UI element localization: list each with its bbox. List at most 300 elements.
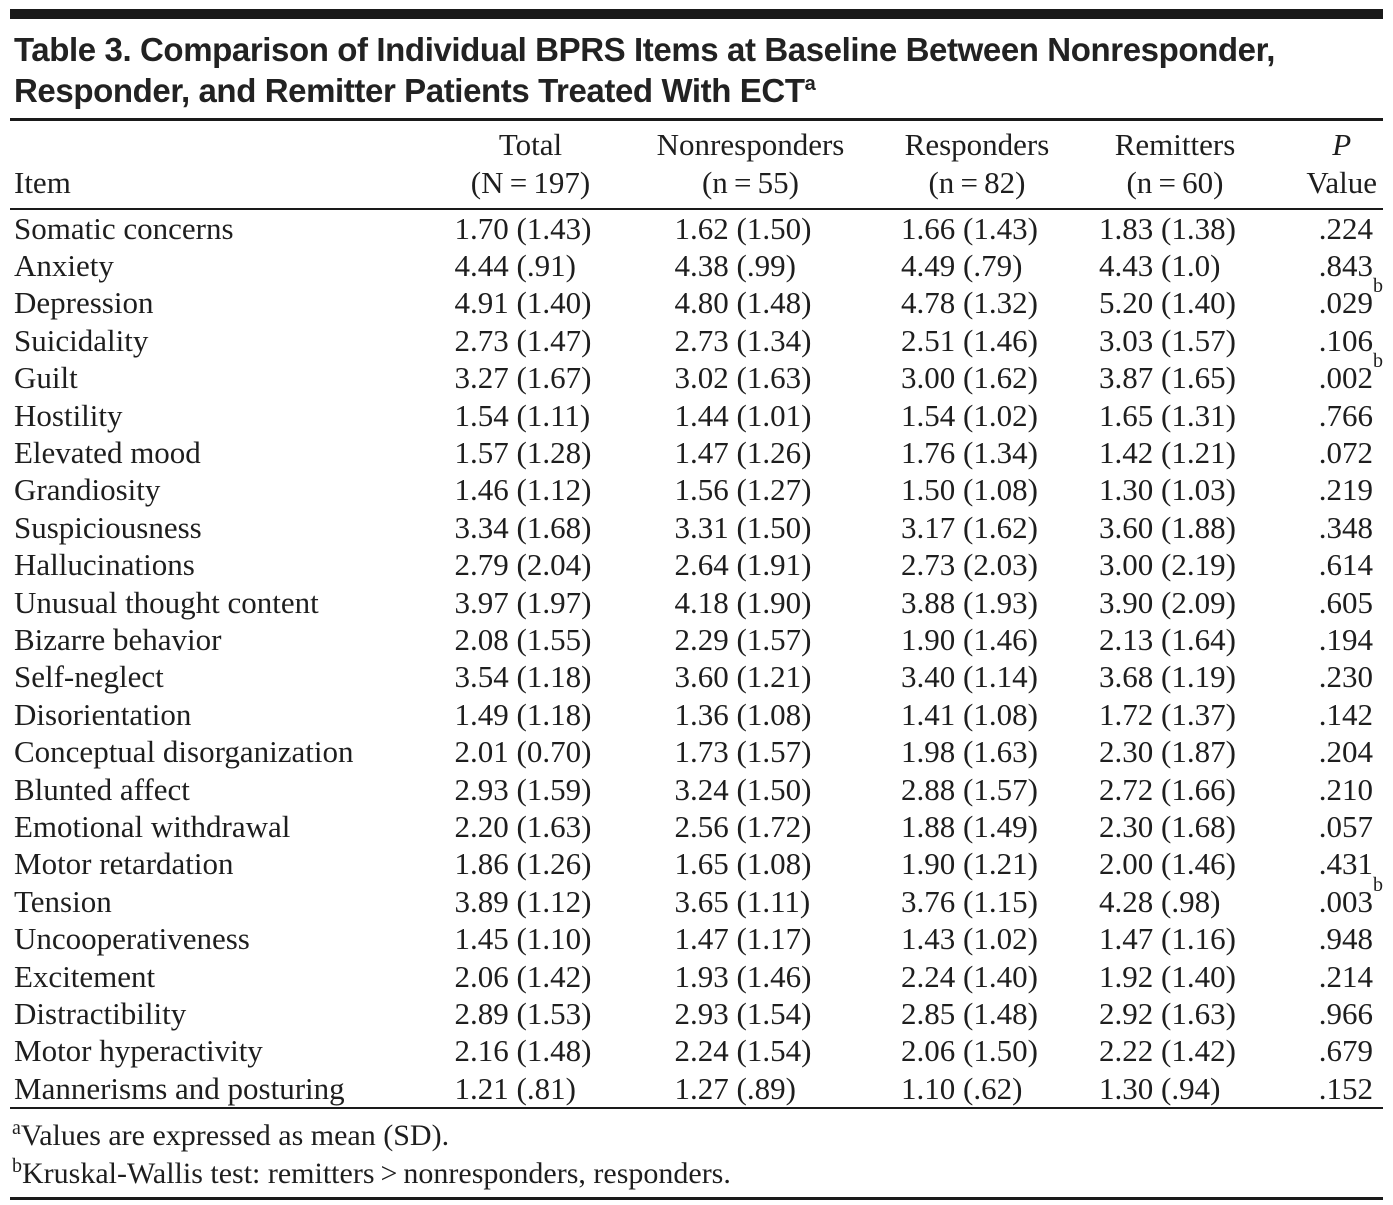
nonresponders-value: 1.65 (1.08) [674,846,812,882]
total-value: 3.97 (1.97) [454,584,592,620]
remitters-cell [1086,285,1264,322]
remitters-cell [1086,846,1264,883]
p-value: .003 b [1318,873,1383,919]
table-row [10,322,1383,359]
p-value-cell [1264,771,1383,808]
col-header-nonresponders [633,121,868,209]
responders-cell [868,322,1086,359]
p-value-cell [1264,509,1383,546]
remitters-cell [1086,509,1264,546]
remitters-cell [1086,659,1264,696]
responders-cell [868,547,1086,584]
remitters-value: 1.83 (1.38) [1099,210,1236,246]
item-cell: Excitement [14,958,156,994]
footnote-b-marker: b [12,1155,22,1178]
total-cell [428,621,633,658]
p-value: .142 [1318,696,1373,732]
remitters-value: 3.03 (1.57) [1099,322,1236,358]
col-header-nonresponders-n: (n = 55) [701,165,800,200]
item-cell: Unusual thought content [14,584,319,620]
table-row [10,883,1383,920]
total-cell [428,846,633,883]
responders-value: 1.76 (1.34) [901,435,1038,471]
total-cell [428,920,633,957]
total-cell [428,1033,633,1070]
p-value: .224 [1318,210,1373,246]
col-header-remitters-n: (n = 60) [1126,165,1224,200]
top-rule [10,9,1383,19]
responders-value: 2.73 (2.03) [901,547,1038,583]
item-cell: Disorientation [14,696,192,732]
nonresponders-value: 4.80 (1.48) [674,285,812,321]
item-cell: Anxiety [14,248,114,284]
remitters-value: 1.65 (1.31) [1099,397,1236,433]
table-row [10,472,1383,509]
p-value-cell [1264,995,1383,1032]
nonresponders-cell [633,659,868,696]
nonresponders-cell [633,808,868,845]
col-header-value-label: Value [1306,165,1377,200]
table-row [10,397,1383,434]
table-title [14,29,1379,111]
nonresponders-value: 3.31 (1.50) [674,509,812,545]
total-value: 3.27 (1.67) [454,360,592,396]
p-value: .766 [1318,397,1373,433]
col-header-item: Item [10,121,428,209]
remitters-cell [1086,1070,1264,1108]
remitters-value: 4.28 (.98) [1099,883,1221,919]
table-header [10,121,1383,209]
remitters-cell [1086,995,1264,1032]
p-value: .948 [1318,921,1373,957]
total-value: 3.89 (1.12) [454,883,592,919]
remitters-value: 1.47 (1.16) [1099,921,1236,957]
remitters-cell [1086,322,1264,359]
p-value-cell [1264,846,1383,883]
table-row [10,285,1383,322]
responders-cell [868,472,1086,509]
responders-value: 2.85 (1.48) [901,995,1038,1031]
total-value: 1.46 (1.12) [454,472,592,508]
nonresponders-cell [633,397,868,434]
p-value-cell [1264,547,1383,584]
nonresponders-cell [633,883,868,920]
remitters-cell [1086,397,1264,434]
nonresponders-value: 2.29 (1.57) [674,621,812,657]
item-cell: Blunted affect [14,771,190,807]
p-value-cell [1264,209,1383,247]
responders-value: 1.90 (1.46) [901,621,1038,657]
table-row [10,659,1383,696]
total-cell [428,733,633,770]
p-value-cell [1264,696,1383,733]
total-cell [428,509,633,546]
nonresponders-value: 3.65 (1.11) [674,883,811,919]
p-value: .431 [1318,846,1373,882]
responders-value: 3.00 (1.62) [901,360,1038,396]
p-value: .057 [1318,808,1373,844]
footnote-a-marker: a [12,1117,21,1140]
p-value-cell [1264,322,1383,359]
nonresponders-cell [633,696,868,733]
item-cell: Depression [14,285,154,321]
p-value-cell [1264,584,1383,621]
responders-cell [868,1033,1086,1070]
responders-value: 1.43 (1.02) [901,921,1038,957]
table-footnotes [10,1109,1383,1197]
item-cell: Somatic concerns [14,210,234,246]
total-cell [428,696,633,733]
remitters-value: 2.30 (1.87) [1099,734,1236,770]
responders-cell [868,920,1086,957]
responders-cell [868,397,1086,434]
item-cell: Hallucinations [14,547,195,583]
responders-cell [868,733,1086,770]
item-cell: Motor hyperactivity [14,1033,263,1069]
nonresponders-cell [633,285,868,322]
table-row [10,846,1383,883]
remitters-cell [1086,247,1264,284]
total-cell [428,472,633,509]
p-value: .072 [1318,435,1373,471]
remitters-cell [1086,547,1264,584]
remitters-cell [1086,733,1264,770]
item-cell: Distractibility [14,995,187,1031]
total-value: 1.70 (1.43) [454,210,592,246]
remitters-cell [1086,209,1264,247]
total-cell [428,247,633,284]
nonresponders-cell [633,846,868,883]
nonresponders-cell [633,209,868,247]
remitters-cell [1086,472,1264,509]
p-value: .219 [1318,472,1373,508]
table-row [10,360,1383,397]
table-row [10,209,1383,247]
nonresponders-value: 3.60 (1.21) [674,659,812,695]
responders-value: 1.90 (1.21) [901,846,1038,882]
p-value-cell [1264,472,1383,509]
responders-value: 3.40 (1.14) [901,659,1038,695]
nonresponders-value: 1.44 (1.01) [674,397,812,433]
nonresponders-value: 1.47 (1.17) [674,921,812,957]
responders-value: 2.06 (1.50) [901,1033,1038,1069]
remitters-cell [1086,958,1264,995]
footnote-a [12,1117,1381,1155]
responders-value: 1.98 (1.63) [901,734,1038,770]
remitters-value: 2.22 (1.42) [1099,1033,1236,1069]
p-value-cell [1264,808,1383,845]
table-row [10,434,1383,471]
nonresponders-cell [633,322,868,359]
item-cell: Self-neglect [14,659,164,695]
responders-value: 2.24 (1.40) [901,958,1038,994]
remitters-value: 5.20 (1.40) [1099,285,1236,321]
remitters-cell [1086,920,1264,957]
responders-cell [868,771,1086,808]
nonresponders-cell [633,472,868,509]
total-cell [428,285,633,322]
responders-cell [868,995,1086,1032]
total-value: 1.45 (1.10) [454,921,592,957]
total-value: 1.54 (1.11) [454,397,591,433]
table-title-footnote-marker: a [804,73,816,95]
nonresponders-value: 4.38 (.99) [674,248,796,284]
remitters-value: 3.00 (2.19) [1099,547,1236,583]
table-row [10,584,1383,621]
nonresponders-value: 4.18 (1.90) [674,584,812,620]
nonresponders-cell [633,360,868,397]
nonresponders-cell [633,771,868,808]
p-value: .843 [1318,248,1373,284]
p-value-cell [1264,1070,1383,1108]
remitters-value: 1.92 (1.40) [1099,958,1236,994]
total-value: 2.93 (1.59) [454,771,592,807]
col-header-responders-n: (n = 82) [928,165,1026,200]
table-row [10,621,1383,658]
nonresponders-cell [633,434,868,471]
table-row [10,808,1383,845]
nonresponders-cell [633,1033,868,1070]
nonresponders-value: 1.56 (1.27) [674,472,812,508]
responders-value: 3.76 (1.15) [901,883,1038,919]
nonresponders-value: 1.62 (1.50) [674,210,812,246]
nonresponders-value: 1.73 (1.57) [674,734,812,770]
table-row [10,733,1383,770]
total-value: 4.91 (1.40) [454,285,592,321]
total-cell [428,1070,633,1108]
table-row [10,509,1383,546]
p-value: .214 [1318,958,1373,994]
nonresponders-cell [633,584,868,621]
item-cell: Elevated mood [14,435,201,471]
col-header-p-value [1264,121,1383,209]
nonresponders-cell [633,995,868,1032]
responders-cell [868,696,1086,733]
table-row [10,547,1383,584]
responders-cell [868,1070,1086,1108]
item-cell: Guilt [14,360,78,396]
total-value: 1.86 (1.26) [454,846,592,882]
remitters-value: 2.13 (1.64) [1099,621,1236,657]
p-value-cell [1264,958,1383,995]
remitters-value: 1.30 (.94) [1099,1070,1221,1106]
item-cell: Mannerisms and posturing [14,1070,345,1106]
total-value: 2.01 (0.70) [454,734,592,770]
total-value: 1.49 (1.18) [454,696,592,732]
footnote-a-text: Values are expressed as mean (SD). [20,1119,450,1153]
bottom-rule [10,1197,1383,1200]
responders-cell [868,360,1086,397]
remitters-cell [1086,621,1264,658]
remitters-value: 2.72 (1.66) [1099,771,1236,807]
remitters-value: 1.30 (1.03) [1099,472,1236,508]
remitters-value: 3.90 (2.09) [1099,584,1236,620]
responders-value: 3.88 (1.93) [901,584,1038,620]
nonresponders-value: 1.47 (1.26) [674,435,812,471]
nonresponders-cell [633,621,868,658]
table-title-line2: Responder, and Remitter Patients Treated With ECT [14,72,805,109]
p-value-cell [1264,1033,1383,1070]
remitters-value: 2.30 (1.68) [1099,808,1236,844]
total-cell [428,360,633,397]
responders-cell [868,509,1086,546]
table-row [10,920,1383,957]
total-value: 2.89 (1.53) [454,995,592,1031]
p-value: .194 [1318,621,1373,657]
remitters-value: 3.87 (1.65) [1099,360,1236,396]
table-row [10,958,1383,995]
responders-cell [868,846,1086,883]
col-header-remitters [1086,121,1264,209]
p-value: .679 [1318,1033,1373,1069]
item-cell: Suicidality [14,322,149,358]
total-value: 4.44 (.91) [454,248,576,284]
p-value-cell [1264,920,1383,957]
total-value: 2.16 (1.48) [454,1033,592,1069]
item-cell: Suspiciousness [14,509,202,545]
total-value: 2.06 (1.42) [454,958,592,994]
total-cell [428,584,633,621]
nonresponders-cell [633,247,868,284]
nonresponders-cell [633,920,868,957]
total-cell [428,995,633,1032]
table-row [10,1070,1383,1108]
table-row [10,771,1383,808]
remitters-cell [1086,1033,1264,1070]
p-value: .002 b [1318,350,1383,396]
responders-cell [868,958,1086,995]
nonresponders-value: 2.73 (1.34) [674,322,812,358]
total-cell [428,808,633,845]
p-value-cell [1264,350,1383,397]
remitters-value: 2.92 (1.63) [1099,995,1236,1031]
responders-value: 1.66 (1.43) [901,210,1038,246]
remitters-cell [1086,434,1264,471]
col-header-total-label: Total [498,127,563,162]
p-value-cell [1264,659,1383,696]
nonresponders-value: 3.24 (1.50) [674,771,812,807]
footnote-b-text: Kruskal-Wallis test: remitters > nonresponders, responders. [22,1157,731,1191]
remitters-value: 1.42 (1.21) [1099,435,1236,471]
responders-value: 1.88 (1.49) [901,808,1038,844]
responders-value: 1.54 (1.02) [901,397,1038,433]
p-value: .614 [1318,547,1373,583]
p-value: .966 [1318,995,1373,1031]
nonresponders-value: 2.56 (1.72) [674,808,812,844]
responders-value: 1.50 (1.08) [901,472,1038,508]
responders-cell [868,808,1086,845]
total-value: 2.08 (1.55) [454,621,592,657]
nonresponders-cell [633,733,868,770]
total-value: 2.79 (2.04) [454,547,592,583]
total-value: 2.20 (1.63) [454,808,592,844]
nonresponders-value: 2.24 (1.54) [674,1033,812,1069]
item-cell: Uncooperativeness [14,921,250,957]
col-header-total [428,121,633,209]
item-cell: Motor retardation [14,846,234,882]
remitters-cell [1086,584,1264,621]
p-value: .152 [1318,1070,1373,1106]
p-value-cell [1264,621,1383,658]
col-header-remitters-label: Remitters [1114,127,1236,162]
remitters-cell [1086,808,1264,845]
p-value: .210 [1318,771,1373,807]
remitters-value: 3.60 (1.88) [1099,509,1236,545]
p-value-cell [1264,733,1383,770]
item-cell: Hostility [14,397,123,433]
p-value: .348 [1318,509,1373,545]
responders-value: 3.17 (1.62) [901,509,1038,545]
nonresponders-cell [633,958,868,995]
item-cell: Conceptual disorganization [14,734,354,770]
table-row [10,995,1383,1032]
responders-cell [868,883,1086,920]
nonresponders-value: 2.93 (1.54) [674,995,812,1031]
total-cell [428,883,633,920]
responders-cell [868,584,1086,621]
p-value-cell [1264,434,1383,471]
total-cell [428,547,633,584]
item-cell: Tension [14,883,112,919]
nonresponders-value: 2.64 (1.91) [674,547,812,583]
total-cell [428,771,633,808]
total-value: 1.57 (1.28) [454,435,592,471]
col-header-p-label: P [1332,127,1352,162]
total-value: 3.34 (1.68) [454,509,592,545]
p-value: .204 [1318,734,1373,770]
total-value: 2.73 (1.47) [454,322,592,358]
total-cell [428,434,633,471]
p-value-cell [1264,275,1383,322]
responders-cell [868,247,1086,284]
remitters-cell [1086,360,1264,397]
p-value: .605 [1318,584,1373,620]
responders-value: 4.49 (.79) [901,248,1023,284]
responders-cell [868,285,1086,322]
item-cell: Bizarre behavior [14,621,222,657]
table-row [10,696,1383,733]
p-value: .106 [1318,322,1373,358]
nonresponders-value: 1.27 (.89) [674,1070,796,1106]
header-row [10,121,1383,209]
total-cell [428,958,633,995]
responders-cell [868,434,1086,471]
total-cell [428,322,633,359]
table-title-line1: Table 3. Comparison of Individual BPRS Items at Baseline Between Nonresponder, [14,31,1275,68]
remitters-value: 2.00 (1.46) [1099,846,1236,882]
footnote-b [12,1155,1381,1193]
responders-value: 1.10 (.62) [901,1070,1023,1106]
remitters-cell [1086,696,1264,733]
p-value-cell [1264,873,1383,920]
col-header-responders-label: Responders [904,127,1050,162]
responders-value: 4.78 (1.32) [901,285,1038,321]
col-header-responders [868,121,1086,209]
total-cell [428,397,633,434]
total-cell [428,659,633,696]
responders-value: 2.88 (1.57) [901,771,1038,807]
responders-value: 1.41 (1.08) [901,696,1038,732]
nonresponders-cell [633,509,868,546]
col-header-nonresponders-label: Nonresponders [656,127,845,162]
remitters-cell [1086,771,1264,808]
p-value-cell [1264,247,1383,284]
table-row [10,1033,1383,1070]
total-cell [428,209,633,247]
bprs-comparison-table [10,121,1383,1109]
item-cell: Grandiosity [14,472,161,508]
table-body [10,209,1383,1108]
